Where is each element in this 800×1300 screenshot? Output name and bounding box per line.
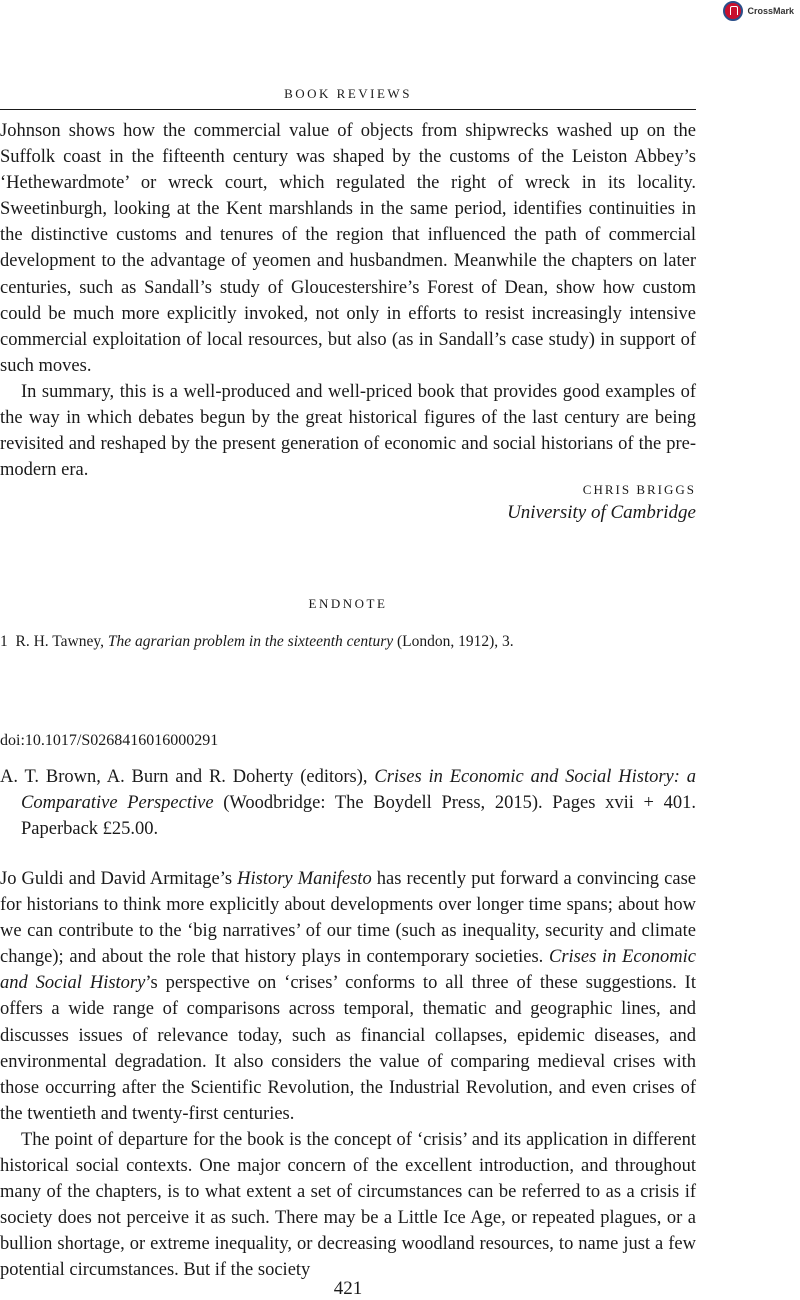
header-rule [0,109,696,110]
running-head: BOOK REVIEWS [284,86,412,101]
crossmark-icon [723,1,743,21]
reviewer-name: CHRIS BRIGGS [582,482,696,497]
review2-p1-text-c: has recently put forward a convincing case for historians to think more explicitly about developments over longer time spans; about how we can contribute to the ‘big narratives’ of our time (such as inequality, security and climate change); and about the role that history plays in contemporary societies. [0,869,696,968]
endnote-item [0,633,514,651]
citation-editors: A. T. Brown, A. Burn and R. Doherty (editors), [0,767,375,787]
review1-body [0,118,696,483]
reviewer-affiliation: University of Cambridge [507,502,696,523]
page-number: 421 [333,1278,363,1299]
endnote-heading: ENDNOTE [308,596,388,611]
review2-body [0,866,696,1284]
review1-paragraph-1: Johnson shows how the commercial value of objects from shipwrecks washed up on the Suffolk coast in the fifteenth century was shaped by the customs of the Leiston Abbey’s ‘Hethewardmote’ or wreck court, which regulated the right of wreck in its locality. Sweetinburgh, looking at the Kent marshlands in the same period, identifies continuities in the distinctive customs and tenures of the region that influenced the path of commercial development to the advantage of yeomen and husbandmen. Meanwhile the chapters on later centuries, such as Sandall’s study of Gloucestershire’s Forest of Dean, show how custom could be much more explicitly invoked, not only in efforts to resist increasingly intensive commercial exploitation of local resources, but also (as in Sandall’s case study) in support of such moves. [0,121,696,376]
review2-p1-title-crises: Crises in Economic and Social History [0,947,696,994]
endnote-title: The agrarian problem in the sixteenth century [107,633,394,650]
review2-p1-text-e: ’s perspective on ‘crises’ conforms to all three of these suggestions. It offers a wide range of comparisons across temporal, thematic and geographic lines, and discusses issues of relevance today, such as financial collapses, epidemic diseases, and environmental degradation. It also considers the value of comparing medieval crises with those occurring after the Scientific Revolution, the Industrial Revolution, and even crises of the twentieth and twenty-first centuries. [0,973,696,1124]
review2-paragraph-1 [0,866,696,1127]
endnote-author: R. H. Tawney, [15,633,108,650]
book-citation [0,764,696,842]
review2-p1-text-a: Jo Guldi and David Armitage’s [0,869,238,889]
doi-link[interactable]: doi:10.1017/S0268416016000291 [0,732,219,749]
citation-details: (Woodbridge: The Boydell Press, 2015). Pages xvii + 401. Paperback £25.00. [21,793,696,840]
review2-p1-title-manifesto: History Manifesto [237,869,372,889]
crossmark-badge[interactable] [723,0,794,22]
citation-title: Crises in Economic and Social History: a Comparative Perspective [21,767,697,814]
crossmark-label: CrossMark [747,6,794,16]
endnote-details: (London, 1912), 3. [393,633,514,650]
review2-paragraph-2: The point of departure for the book is the concept of ‘crisis’ and its application in different historical social contexts. One major concern of the excellent introduction, and throughout many of the chapters, is to what extent a set of circumstances can be referred to as a crisis if society does not perceive it as such. There may be a Little Ice Age, or repeated plagues, or a bullion shortage, or extreme inequality, or decreasing woodland resources, to name just a few potential circumstances. But if the society [0,1129,696,1281]
review1-paragraph-2: In summary, this is a well-produced and well-priced book that provides good examples of the way in which debates begun by the great historical figures of the last century are being revisited and reshaped by the present generation of economic and social historians of the pre-modern era. [0,381,696,481]
endnote-number: 1 [0,633,8,650]
